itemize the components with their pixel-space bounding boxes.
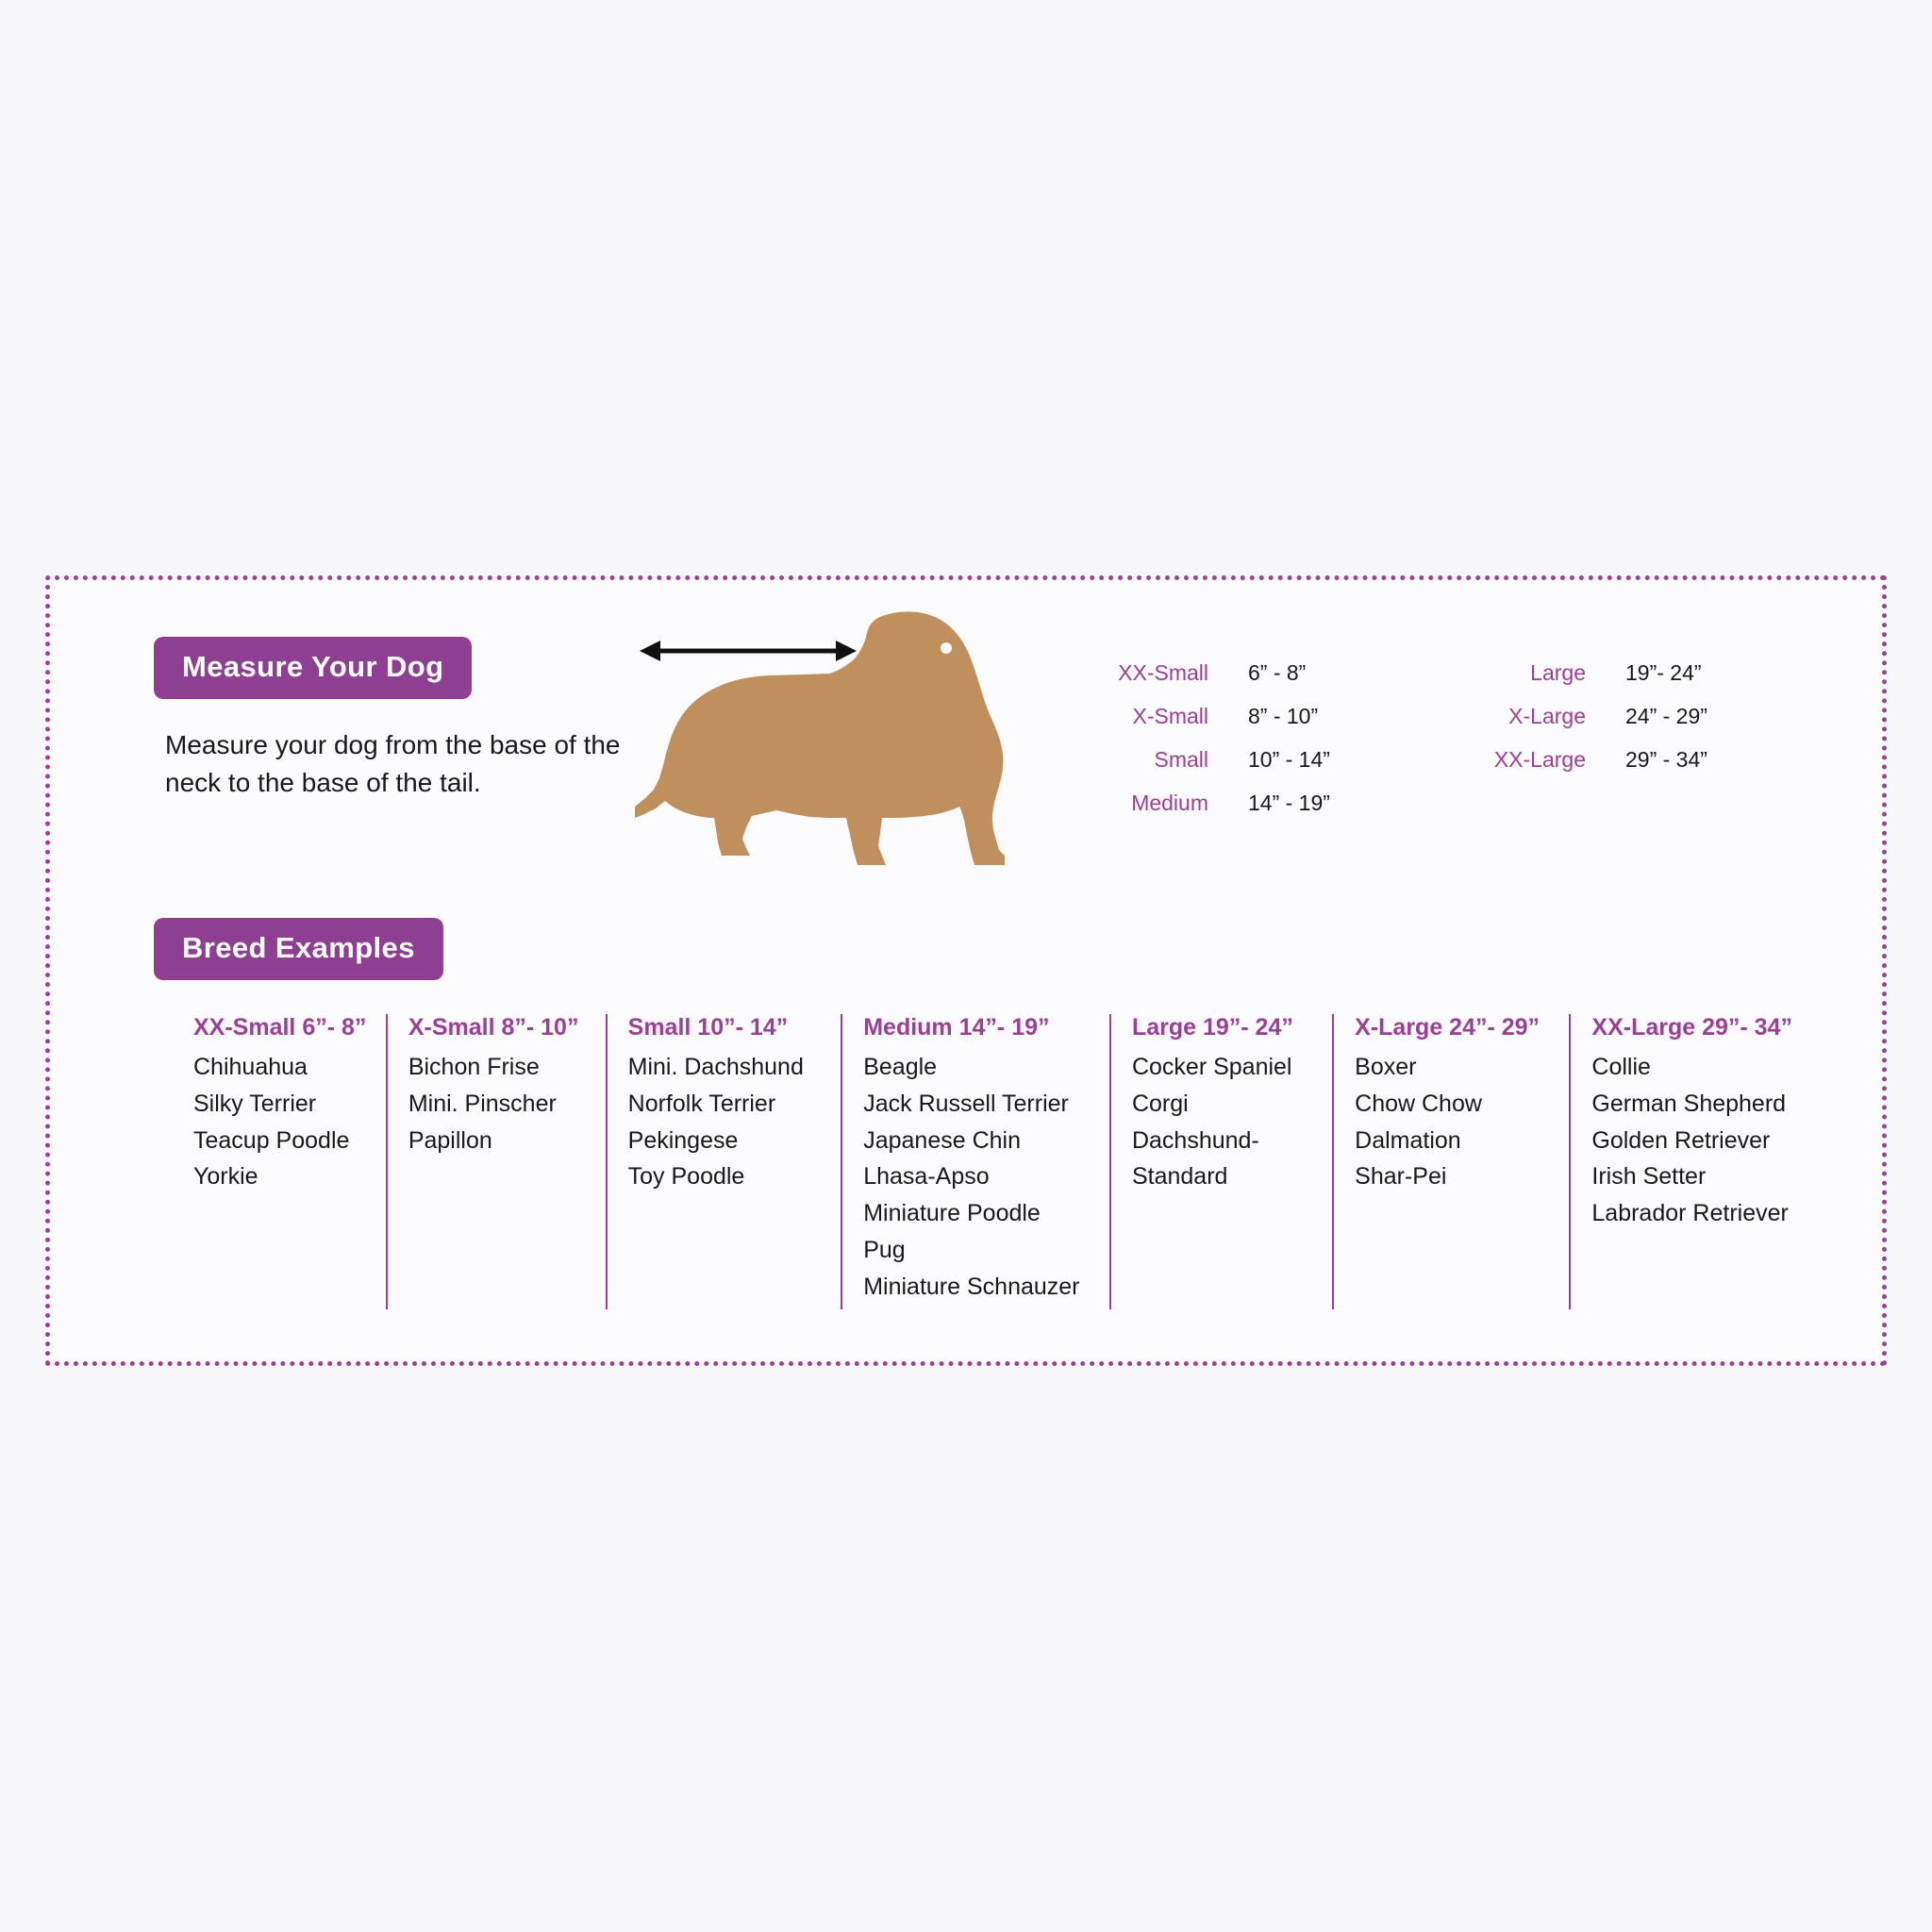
breed-item: Labrador Retriever	[1591, 1200, 1789, 1226]
breed-column-medium	[842, 1014, 1111, 1309]
breed-item: Pekingese	[627, 1126, 739, 1154]
breed-item: Toy Poodle	[627, 1163, 745, 1191]
breed-column-large	[1111, 1014, 1334, 1309]
breed-item: Irish Setter	[1591, 1163, 1707, 1191]
size-row	[1456, 704, 1707, 747]
breed-item: Cocker Spaniel	[1131, 1054, 1292, 1080]
breed-item: German Shepherd	[1591, 1090, 1787, 1117]
size-label: Small	[1154, 747, 1208, 772]
size-label: Medium	[1131, 791, 1208, 815]
breed-item: Miniature Poodle	[863, 1200, 1041, 1226]
breed-column-title: Small 10”- 14”	[627, 1014, 789, 1041]
breed-item: Teacup Poodle	[193, 1126, 350, 1154]
size-guide-card	[45, 575, 1887, 1366]
breed-item: Lhasa-Apso	[863, 1163, 990, 1191]
breed-item: Pug	[863, 1236, 906, 1263]
dog-silhouette-icon	[635, 608, 1050, 920]
breed-item: Chihuahua	[193, 1054, 308, 1080]
breed-item: Miniature Schnauzer	[863, 1273, 1080, 1300]
size-row	[1078, 791, 1330, 834]
size-chart-column-a	[1078, 660, 1330, 834]
breed-column-title: Medium 14”- 19”	[863, 1014, 1050, 1041]
measure-your-dog-heading: Measure Your Dog	[154, 637, 472, 699]
breed-item: Collie	[1591, 1054, 1651, 1080]
breed-item: Bichon Frise	[408, 1054, 540, 1080]
size-row	[1078, 660, 1330, 704]
breed-item: Jack Russell Terrier	[863, 1090, 1069, 1117]
breed-examples-table	[154, 1014, 1814, 1309]
breed-column-xx-large	[1571, 1014, 1814, 1309]
breed-column-x-large	[1334, 1014, 1571, 1309]
size-row	[1456, 747, 1707, 791]
size-row	[1078, 704, 1330, 747]
size-label: X-Large	[1508, 704, 1586, 728]
breed-item: Corgi	[1131, 1090, 1189, 1117]
breed-item: Boxer	[1355, 1054, 1417, 1080]
breed-item: Dalmation	[1355, 1126, 1461, 1154]
breed-column-xx-small	[154, 1014, 388, 1309]
size-label: XX-Small	[1118, 660, 1208, 685]
breed-item: Mini. Pinscher	[408, 1090, 557, 1117]
size-row	[1456, 660, 1707, 704]
breed-item: Golden Retriever	[1591, 1126, 1771, 1154]
size-range: 8” - 10”	[1248, 704, 1319, 728]
breed-column-title: Large 19”- 24”	[1131, 1014, 1293, 1041]
size-label: Large	[1530, 660, 1586, 685]
breed-column-x-small	[388, 1014, 608, 1309]
size-range: 10” - 14”	[1248, 747, 1330, 772]
breed-column-title: XX-Large 29”- 34”	[1591, 1014, 1792, 1041]
breed-item: Shar-Pei	[1355, 1163, 1447, 1191]
breed-column-title: X-Small 8”- 10”	[408, 1014, 579, 1041]
breed-column-small	[608, 1014, 843, 1309]
size-chart-column-b	[1456, 660, 1707, 791]
size-range: 6” - 8”	[1248, 660, 1307, 685]
size-range: 19”- 24”	[1625, 660, 1702, 685]
size-range: 24” - 29”	[1625, 704, 1707, 728]
breed-item: Dachshund-	[1131, 1126, 1259, 1154]
breed-item: Chow Chow	[1355, 1090, 1482, 1117]
size-label: XX-Large	[1493, 747, 1586, 772]
breed-item: Mini. Dachshund	[627, 1054, 804, 1080]
breed-item: Norfolk Terrier	[627, 1090, 776, 1117]
breed-column-title: XX-Small 6”- 8”	[193, 1014, 367, 1041]
breed-item: Japanese Chin	[863, 1126, 1022, 1154]
breed-examples-heading: Breed Examples	[154, 918, 443, 980]
breed-item: Beagle	[863, 1054, 938, 1080]
breed-item: Papillon	[408, 1126, 492, 1154]
size-label: X-Small	[1132, 704, 1208, 728]
breed-item: Standard	[1131, 1163, 1228, 1191]
measure-description: Measure your dog from the base of the neck to the base of the tail.	[165, 730, 621, 797]
breed-column-title: X-Large 24”- 29”	[1355, 1014, 1541, 1041]
breed-item: Silky Terrier	[193, 1090, 317, 1117]
size-range: 29” - 34”	[1625, 747, 1707, 772]
size-range: 14” - 19”	[1248, 791, 1330, 815]
size-row	[1078, 747, 1330, 791]
breed-item: Yorkie	[193, 1163, 258, 1191]
